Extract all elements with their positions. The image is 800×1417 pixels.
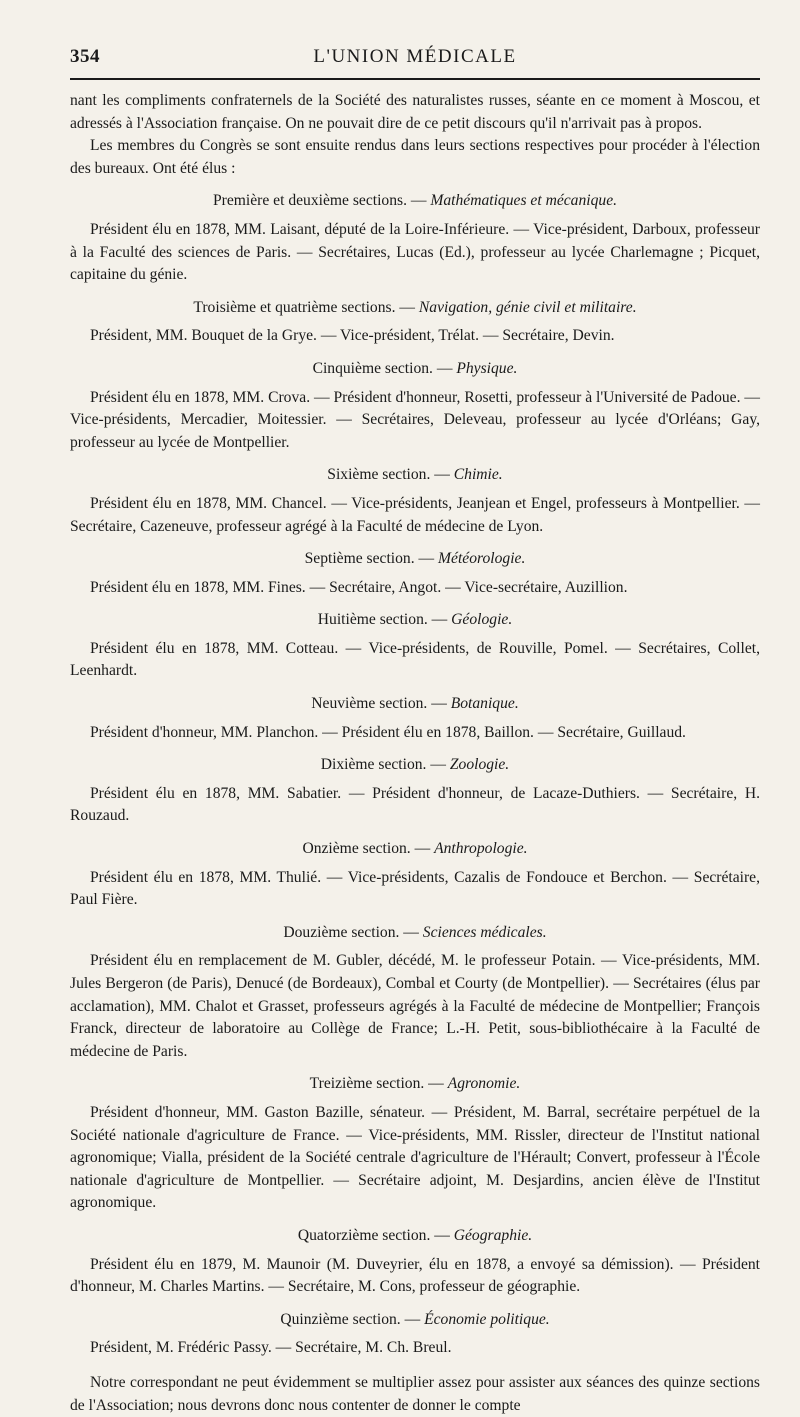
page-number: 354: [70, 46, 100, 67]
intro-paragraph-continuation: nant les compliments confraternels de la Société des naturalistes russes, séante en ce moment à Moscou, et adressés à l'Association française. On ne pouvait dire de ce petit discours qu'il n'arrivait pas à propos.: [70, 92, 760, 132]
section-heading: Quatorzième section. — Géographie.: [297, 1226, 533, 1244]
section-field: Économie politique.: [424, 1310, 550, 1328]
section-heading: Douzième section. — Sciences médicales.: [283, 923, 547, 941]
section-officers: Président élu en 1878, MM. Thulié. — Vice-présidents, Cazalis de Fondouce et Berchon. — Secrétaire, Paul Fière.: [70, 868, 760, 909]
section-heading: Treizième section. — Agronomie.: [309, 1075, 521, 1093]
article-body: [70, 90, 760, 1417]
section-heading: Dixième section. — Zoologie.: [320, 756, 510, 774]
section-officers: Président élu en 1878, MM. Crova. — Président d'honneur, Rosetti, professeur à l'Université de Padoue. — Vice-présidents, Mercadier, Moitessier. — Secrétaires, Deleveau, professeur au lycée d'Orléans; Gay, professeur au lycée de Montpellier.: [70, 388, 760, 451]
section-field: Géologie.: [451, 611, 513, 629]
section-heading: Sixième section. — Chimie.: [327, 466, 503, 484]
section-field: Mathématiques et mécanique.: [430, 192, 618, 210]
intro-paragraph: Les membres du Congrès se sont ensuite rendus dans leurs sections respectives pour procéder à l'élection des bureaux. Ont été élus :: [70, 137, 760, 177]
section-heading: Première et deuxième sections. — Mathématiques et mécanique.: [212, 192, 618, 210]
section-field: Agronomie.: [447, 1075, 521, 1093]
page-header: [70, 36, 760, 76]
section-officers: Président d'honneur, MM. Planchon. — Président élu en 1878, Baillon. — Secrétaire, Guillaud.: [90, 723, 686, 741]
section-heading: Cinquième section. — Physique.: [312, 359, 518, 377]
section-field: Sciences médicales.: [422, 923, 547, 941]
section-field: Météorologie.: [438, 550, 526, 568]
section-field: Chimie.: [453, 466, 503, 484]
section-heading: Troisième et quatrième sections. — Navigation, génie civil et militaire.: [193, 298, 637, 316]
section-officers: Président, M. Frédéric Passy. — Secrétaire, M. Ch. Breul.: [90, 1339, 452, 1357]
section-field: Anthropologie.: [434, 840, 528, 858]
section-officers: Président élu en 1878, MM. Chancel. — Vice-présidents, Jeanjean et Engel, professeurs à Montpellier. — Secrétaire, Cazeneuve, professeur agrégé à la Faculté de médecine de Lyon.: [70, 494, 760, 535]
section-officers: Président élu en 1878, MM. Fines. — Secrétaire, Angot. — Vice-secrétaire, Auzillion.: [90, 578, 628, 596]
section-field: Botanique.: [450, 695, 519, 713]
section-officers: Président élu en remplacement de M. Gubler, décédé, M. le professeur Potain. — Vice-présidents, MM. Jules Bergeron (de Paris), Denucé (de Bordeaux), Combal et Courty (de Montpellier). — Secrétaires (élus par acclamation), MM. Chalot et Grasset, professeurs agrégés à la Faculté de médecine de Montpellier; François Franck, directeur de laboratoire au Collège de France; L.-H. Petit, sous-bibliothécaire à la Faculté de médecine de Paris.: [70, 952, 760, 1060]
section-field: Géographie.: [453, 1226, 533, 1244]
section-field: Zoologie.: [449, 756, 510, 774]
running-title: L'UNION MÉDICALE: [313, 46, 517, 67]
section-heading: Huitième section. — Géologie.: [317, 611, 513, 629]
section-officers: Président élu en 1878, MM. Laisant, député de la Loire-Inférieure. — Vice-président, Darboux, professeur à la Faculté des sciences de Paris. — Secrétaires, Lucas (Ed.), professeur au lycée Charlemagne ; Picquet, capitaine du génie.: [70, 220, 760, 284]
section-officers: Président élu en 1879, M. Maunoir (M. Duveyrier, élu en 1878, a envoyé sa démission). — Président d'honneur, M. Charles Martins. — Secrétaire, M. Cons, professeur de géographie.: [70, 1255, 760, 1296]
section-heading: Septième section. — Météorologie.: [304, 550, 526, 568]
section-heading: Onzième section. — Anthropologie.: [302, 840, 528, 858]
section-officers: Président élu en 1878, MM. Sabatier. — Président d'honneur, de Lacaze-Duthiers. — Secrétaire, H. Rouzaud.: [70, 784, 760, 825]
section-heading: Neuvième section. — Botanique.: [311, 695, 519, 713]
section-officers: Président d'honneur, MM. Gaston Bazille, sénateur. — Président, M. Barral, secrétaire perpétuel de la Société nationale d'agriculture de France. — Vice-présidents, MM. Rissler, directeur de l'Institut national agronomique; Vialla, président de la Société centrale d'agriculture de l'Hérault; Convert, professeur à l'École nationale d'agriculture de Montpellier. — Secrétaire adjoint, M. Desjardins, ancien élève de l'Institut agronomique.: [70, 1103, 760, 1212]
section-heading: Quinzième section. — Économie politique.: [280, 1310, 550, 1328]
section-officers: Président, MM. Bouquet de la Grye. — Vice-président, Trélat. — Secrétaire, Devin.: [90, 327, 615, 345]
section-field: Physique.: [456, 359, 518, 377]
header-rule: [70, 78, 760, 80]
section-officers: Président élu en 1878, MM. Cotteau. — Vice-présidents, de Rouville, Pomel. — Secrétaires, Collet, Leenhardt.: [70, 639, 760, 680]
closing-paragraph: Notre correspondant ne peut évidemment se multiplier assez pour assister aux séances des quinze sections de l'Association; nous devrons donc nous contenter de donner le compte: [70, 1373, 760, 1414]
section-field: Navigation, génie civil et militaire.: [418, 298, 637, 316]
